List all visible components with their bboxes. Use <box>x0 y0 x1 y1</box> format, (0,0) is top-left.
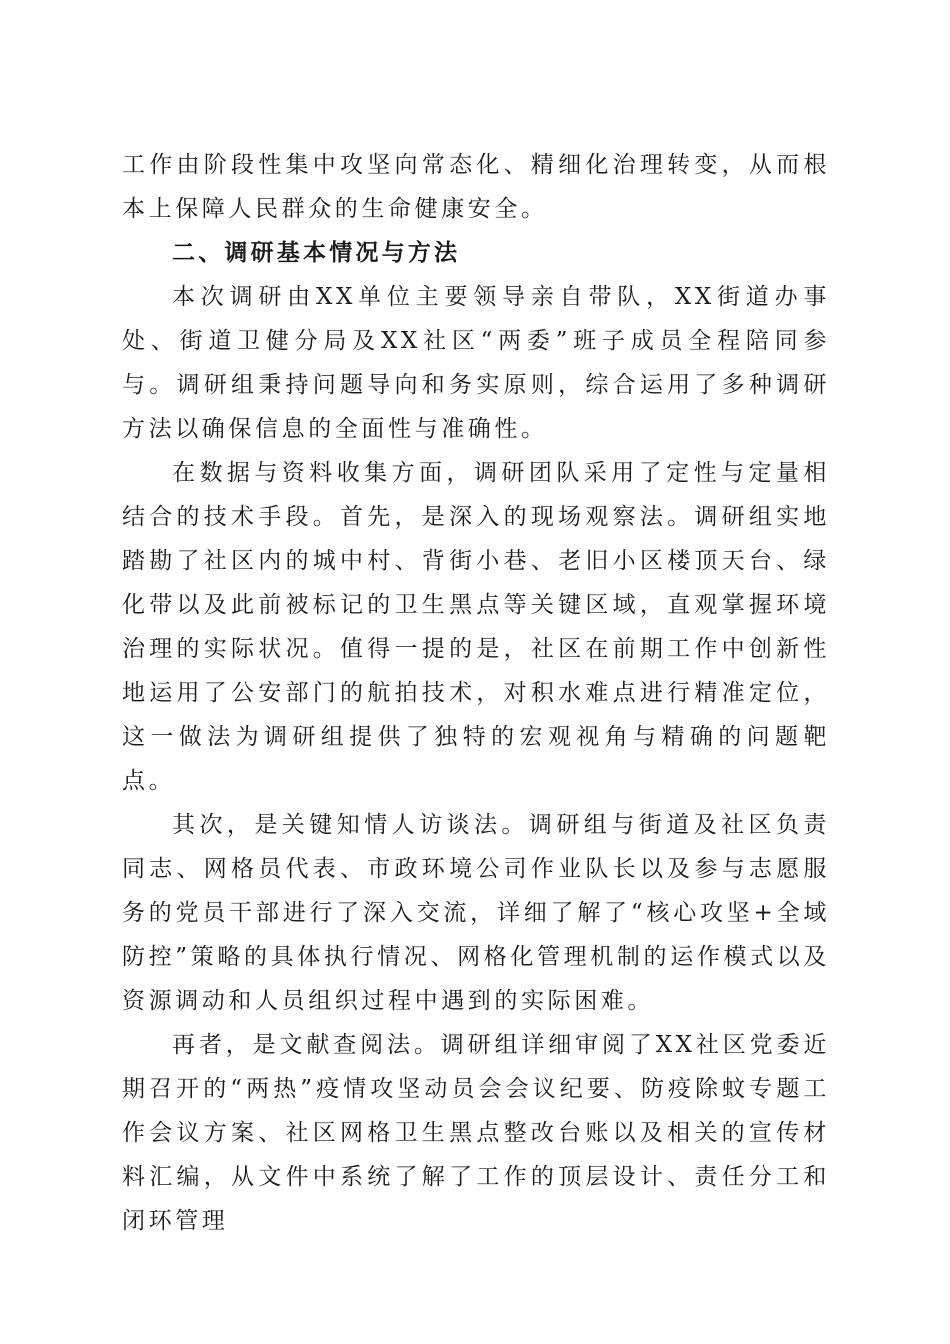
document-body <box>122 143 830 1243</box>
paragraph-continuation: 工作由阶段性集中攻坚向常态化、精细化治理转变，从而根本上保障人民群众的生命健康安全。 <box>122 152 830 222</box>
section-heading: 二、调研基本情况与方法 <box>172 240 461 266</box>
paragraph-research-team: 本次调研由XX单位主要领导亲自带队，XX街道办事处、街道卫健分局及XX社区“两委”班子成员全程陪同参与。调研组秉持问题导向和务实原则，综合运用了多种调研方法以确保信息的全面性与准确性。 <box>122 284 830 442</box>
paragraph-literature-review: 再者，是文献查阅法。调研组详细审阅了XX社区党委近期召开的“两热”疫情攻坚动员会会议纪要、防疫除蚊专题工作会议方案、社区网格卫生黑点整改台账以及相关的宣传材料汇编，从文件中系统了解了工作的顶层设计、责任分工和闭环管理 <box>122 1032 830 1234</box>
paragraph-interviews: 其次，是关键知情人访谈法。调研组与街道及社区负责同志、网格员代表、市政环境公司作业队长以及参与志愿服务的党员干部进行了深入交流，详细了解了“核心攻坚+全域防控”策略的具体执行情况、网格化管理机制的运作模式以及资源调动和人员组织过程中遇到的实际困难。 <box>122 812 830 1014</box>
paragraph-field-observation: 在数据与资料收集方面，调研团队采用了定性与定量相结合的技术手段。首先，是深入的现场观察法。调研组实地踏勘了社区内的城中村、背街小巷、老旧小区楼顶天台、绿化带以及此前被标记的卫生黑点等关键区域，直观掌握环境治理的实际状况。值得一提的是，社区在前期工作中创新性地运用了公安部门的航拍技术，对积水难点进行精准定位，这一做法为调研组提供了独特的宏观视角与精确的问题靶点。 <box>122 460 830 794</box>
